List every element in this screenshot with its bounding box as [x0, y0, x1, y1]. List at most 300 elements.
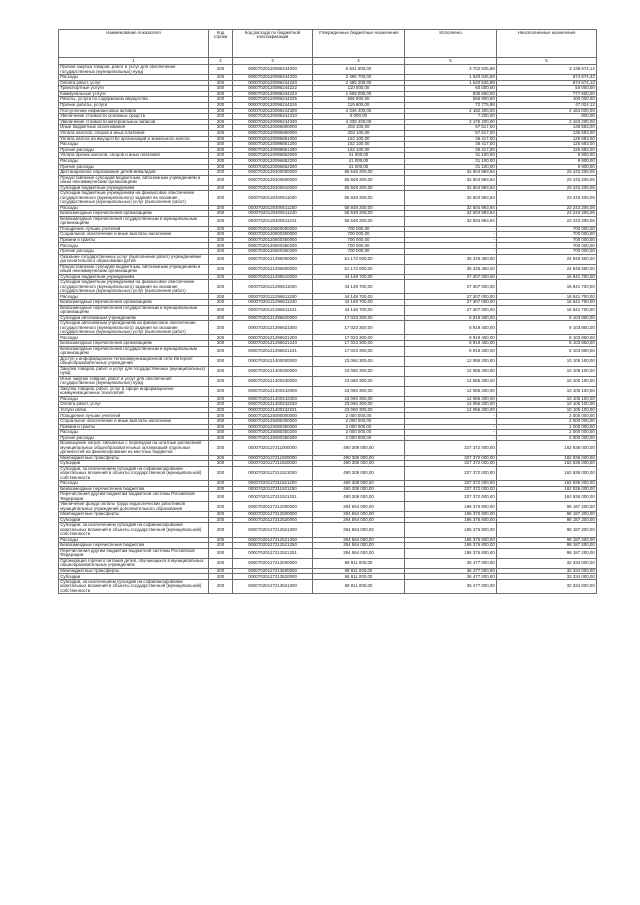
row-approved: 68 811 000,00: [313, 574, 405, 580]
row-executed: 31 100,00: [405, 164, 497, 170]
table-row: [59, 558, 597, 568]
row-approved: 162 100,00: [313, 147, 405, 153]
row-approved: 490 308 000,00: [313, 492, 405, 502]
row-name: Расходы: [59, 158, 209, 164]
row-approved: 23 060 300,00: [313, 407, 405, 413]
row-code: 200: [209, 142, 233, 148]
row-name: Безвозмездные перечисления государственным и муниципальным организациям: [59, 305, 209, 315]
row-remaining: 10 105 100,00: [497, 402, 597, 408]
row-name: Дистанционное образование детей-инвалидов: [59, 170, 209, 176]
row-executed: -: [405, 419, 497, 425]
row-remaining: 98 187 200,00: [497, 512, 597, 518]
row-remaining: 24 945 550,00: [497, 254, 597, 264]
row-approved: 490 308 000,00: [313, 466, 405, 480]
row-executed: 36 417,00: [405, 136, 497, 142]
row-remaining: 125 683,00: [497, 136, 597, 142]
row-approved: 162 100,00: [313, 142, 405, 148]
row-code: 200: [209, 300, 233, 306]
row-approved: 700 000,00: [313, 249, 405, 255]
row-remaining: 8 103 850,00: [497, 335, 597, 341]
row-name: Безвозмездные перечисления организациям: [59, 341, 209, 347]
row-approved: 162 100,00: [313, 136, 405, 142]
row-approved: 2 495 200,00: [313, 80, 405, 86]
row-approved: 44 148 700,00: [313, 280, 405, 294]
row-remaining: 98 187 200,00: [497, 502, 597, 512]
row-approved: 490 308 000,00: [313, 455, 405, 461]
row-code: 200: [209, 119, 233, 125]
row-code: 200: [209, 396, 233, 402]
row-approved: 490 308 000,00: [313, 461, 405, 467]
row-kbk: 00007020120096852200: [233, 158, 313, 164]
row-kbk: 00007020127211000000: [233, 441, 313, 455]
budget-execution-table: [58, 29, 597, 594]
table-row: [59, 502, 597, 512]
row-code: 200: [209, 91, 233, 97]
row-remaining: 98 187 200,00: [497, 517, 597, 523]
row-kbk: 00007020120400611240: [233, 211, 313, 217]
row-code: 200: [209, 376, 233, 386]
row-executed: 7 200,00: [405, 114, 497, 120]
row-remaining: 50 000,00: [497, 86, 597, 92]
row-code: 200: [209, 280, 233, 294]
row-approved: 294 564 000,00: [313, 512, 405, 518]
row-approved: 17 023 300,00: [313, 341, 405, 347]
row-executed: 196 376 800,00: [405, 537, 497, 543]
row-name: Увеличение стоимости основных средств: [59, 114, 209, 120]
row-approved: 23 060 300,00: [313, 386, 405, 396]
row-approved: 41 000,00: [313, 164, 405, 170]
row-kbk: 00007020127212521000: [233, 523, 313, 537]
row-approved: 17 023 300,00: [313, 346, 405, 356]
row-approved: 23 060 300,00: [313, 396, 405, 402]
row-remaining: 2 000 000,00: [497, 430, 597, 436]
row-executed: 327 372 000,00: [405, 461, 497, 467]
row-code: 200: [209, 130, 233, 136]
row-kbk: 00007020121296621200: [233, 335, 313, 341]
row-kbk: 00007020120400000000: [233, 170, 313, 176]
row-kbk: 00007020120096244000: [233, 65, 313, 75]
row-name: Премии и гранты: [59, 424, 209, 430]
row-remaining: 800,00: [497, 114, 597, 120]
row-code: 200: [209, 441, 233, 455]
row-executed: 196 376 800,00: [405, 523, 497, 537]
row-code: 200: [209, 321, 233, 335]
row-remaining: 32 334 000,00: [497, 568, 597, 574]
column-number: 6: [497, 58, 597, 65]
row-executed: 196 376 800,00: [405, 543, 497, 549]
row-kbk: 00007020120096244340: [233, 119, 313, 125]
row-name: Расходы: [59, 481, 209, 487]
row-executed: 60 000,00: [405, 86, 497, 92]
row-kbk: 00007020125080000000: [233, 413, 313, 419]
row-remaining: 9 900,00: [497, 153, 597, 159]
row-name: Субсидии, за исключением субсидий на софинансирование капитальных вложений в объекты государственной (муниципальной) собственности: [59, 523, 209, 537]
row-executed: 196 376 800,00: [405, 512, 497, 518]
row-kbk: 00007020121296611240: [233, 300, 313, 306]
row-name: Субсидии автономным учреждениям: [59, 315, 209, 321]
row-remaining: 162 936 000,00: [497, 492, 597, 502]
row-remaining: 162 936 000,00: [497, 441, 597, 455]
row-name: Оплата работ, услуг: [59, 402, 209, 408]
row-remaining: 125 683,00: [497, 142, 597, 148]
row-remaining: 135 583,00: [497, 130, 597, 136]
row-executed: 67 517,00: [405, 125, 497, 131]
row-name: Расходы: [59, 243, 209, 249]
row-kbk: 00007020127211521251: [233, 492, 313, 502]
row-kbk: 00007020121296621240: [233, 341, 313, 347]
table-row: [59, 254, 597, 264]
row-kbk: 00007020120600350000: [233, 237, 313, 243]
row-executed: 327 372 000,00: [405, 441, 497, 455]
row-remaining: 16 841 700,00: [497, 274, 597, 280]
row-kbk: 00007020120096852000: [233, 153, 313, 159]
row-code: 200: [209, 294, 233, 300]
row-code: 200: [209, 108, 233, 114]
row-kbk: 00007020120096244310: [233, 114, 313, 120]
row-remaining: 2 000 000,00: [497, 424, 597, 430]
row-code: 200: [209, 517, 233, 523]
row-executed: 12 955 200,00: [405, 396, 497, 402]
row-approved: 44 148 700,00: [313, 294, 405, 300]
row-name: Социальное обеспечение и иные выплаты населению: [59, 232, 209, 238]
row-remaining: 10 105 100,00: [497, 396, 597, 402]
row-name: Возмещение затрат, связанных с переводом на штатные расписания муниципальных общеобразовательных организаций отдельных должностей на финансирование из местных бюджетов: [59, 441, 209, 455]
row-name: Безвозмездные перечисления бюджетам: [59, 486, 209, 492]
row-executed: -: [405, 430, 497, 436]
table-row: [59, 175, 597, 185]
row-remaining: 23 243 206,06: [497, 191, 597, 205]
row-executed: -: [405, 232, 497, 238]
row-remaining: 16 841 700,00: [497, 300, 597, 306]
row-approved: 294 564 000,00: [313, 537, 405, 543]
row-code: 200: [209, 205, 233, 211]
table-row: [59, 280, 597, 294]
row-executed: 12 955 200,00: [405, 402, 497, 408]
row-kbk: 00007020121400200000: [233, 366, 313, 376]
row-approved: 55 848 200,00: [313, 205, 405, 211]
header-executed: Исполнено: [405, 30, 497, 58]
row-kbk: 00007020121400242000: [233, 386, 313, 396]
row-remaining: 23 243 206,06: [497, 175, 597, 185]
row-executed: 327 372 000,00: [405, 466, 497, 480]
row-code: 200: [209, 356, 233, 366]
row-code: 200: [209, 512, 233, 518]
row-approved: 490 308 000,00: [313, 481, 405, 487]
row-remaining: 2 163 200,00: [497, 119, 597, 125]
row-name: Социальное обеспечение и иные выплаты населению: [59, 419, 209, 425]
row-kbk: 00007020120096244300: [233, 108, 313, 114]
row-remaining: 24 945 550,00: [497, 264, 597, 274]
row-kbk: 00007020121296611241: [233, 305, 313, 315]
row-code: 200: [209, 237, 233, 243]
row-executed: 32 604 993,94: [405, 211, 497, 217]
row-kbk: 00007020127213521000: [233, 580, 313, 594]
row-approved: 68 811 000,00: [313, 558, 405, 568]
row-remaining: 162 936 000,00: [497, 486, 597, 492]
row-name: Безвозмездные перечисления организациям: [59, 300, 209, 306]
row-kbk: 00007020121296610000: [233, 274, 313, 280]
row-approved: 4 346 400,00: [313, 108, 405, 114]
row-approved: 490 308 000,00: [313, 486, 405, 492]
row-code: 200: [209, 249, 233, 255]
row-executed: 12 955 200,00: [405, 376, 497, 386]
row-code: 200: [209, 97, 233, 103]
row-remaining: 8 103 850,00: [497, 321, 597, 335]
row-executed: 1 620 525,88: [405, 80, 497, 86]
row-remaining: 700 000,00: [497, 243, 597, 249]
row-executed: 12 955 200,00: [405, 386, 497, 396]
row-name: Оказание государственных услуг (выполнение работ) учреждениями дополнительного образования детей: [59, 254, 209, 264]
row-name: Увеличение стоимости материальных запасов: [59, 119, 209, 125]
row-executed: 32 604 993,94: [405, 191, 497, 205]
row-approved: 490 308 000,00: [313, 441, 405, 455]
row-name: Премии и гранты: [59, 237, 209, 243]
row-remaining: 8 103 850,00: [497, 315, 597, 321]
row-name: Поощрение лучших учителей: [59, 226, 209, 232]
row-approved: 23 060 300,00: [313, 402, 405, 408]
row-remaining: 98 187 200,00: [497, 548, 597, 558]
row-executed: 327 372 000,00: [405, 481, 497, 487]
row-approved: 119 800,00: [313, 102, 405, 108]
row-kbk: 00007020120400610000: [233, 185, 313, 191]
row-remaining: 10 105 100,00: [497, 407, 597, 413]
row-code: 200: [209, 211, 233, 217]
row-kbk: 00007020121296620000: [233, 315, 313, 321]
row-name: Поощрение лучших учителей: [59, 413, 209, 419]
row-code: 200: [209, 274, 233, 280]
row-kbk: 00007020120096244225: [233, 97, 313, 103]
row-code: 200: [209, 558, 233, 568]
row-kbk: 00007020127211520000: [233, 461, 313, 467]
row-name: Иные бюджетные ассигнования: [59, 125, 209, 131]
row-remaining: 98 187 200,00: [497, 523, 597, 537]
header-code: Код строки: [209, 30, 233, 58]
row-kbk: 00007020120400611200: [233, 205, 313, 211]
row-remaining: 10 105 100,00: [497, 376, 597, 386]
row-executed: 327 372 000,00: [405, 486, 497, 492]
row-code: 200: [209, 216, 233, 226]
row-name: Прочие расходы: [59, 164, 209, 170]
row-executed: -: [405, 243, 497, 249]
row-name: Организация горячего питания детей, обучающихся в муниципальных общеобразовательных учреждениях: [59, 558, 209, 568]
row-kbk: 00007020121296000000: [233, 254, 313, 264]
row-name: Субсидии, за исключением субсидий на софинансирование капитальных вложений в объекты государственной (муниципальной) собственности: [59, 580, 209, 594]
column-number: 4: [313, 58, 405, 65]
row-name: Транспортные услуги: [59, 86, 209, 92]
row-kbk: 00007020120096244222: [233, 86, 313, 92]
row-approved: 55 848 200,00: [313, 191, 405, 205]
row-code: 200: [209, 580, 233, 594]
row-kbk: 00007020120600350200: [233, 243, 313, 249]
row-approved: 17 023 300,00: [313, 315, 405, 321]
row-code: 200: [209, 114, 233, 120]
row-code: 200: [209, 430, 233, 436]
row-kbk: 00007020120400600000: [233, 175, 313, 185]
row-approved: 55 548 200,00: [313, 170, 405, 176]
row-kbk: 00007020120096244220: [233, 80, 313, 86]
row-name: Оплата работ, услуг: [59, 80, 209, 86]
row-kbk: 00007020121296611000: [233, 280, 313, 294]
row-approved: 55 848 200,00: [313, 185, 405, 191]
row-approved: 2 000 000,00: [313, 419, 405, 425]
row-code: 200: [209, 386, 233, 396]
row-code: 200: [209, 492, 233, 502]
row-remaining: 125 683,00: [497, 147, 597, 153]
column-number-row: [59, 58, 597, 65]
row-name: Субсидии автономным учреждениям на финансовое обеспечение государственного (муниципального) задания на оказание государственных (муниципальных) услуг (выполнение работ): [59, 321, 209, 335]
row-approved: 294 564 000,00: [313, 548, 405, 558]
row-approved: 61 172 000,00: [313, 254, 405, 264]
row-executed: 31 100,00: [405, 158, 497, 164]
row-executed: 27 307 000,00: [405, 294, 497, 300]
row-code: 200: [209, 568, 233, 574]
row-executed: -: [405, 249, 497, 255]
row-kbk: 00007020121296621241: [233, 346, 313, 356]
row-executed: 36 226 450,00: [405, 264, 497, 274]
row-name: Уплата налога на имущество организаций и земельного налога: [59, 136, 209, 142]
row-approved: 700 000,00: [313, 243, 405, 249]
row-kbk: 00007020127212521251: [233, 548, 313, 558]
row-code: 200: [209, 481, 233, 487]
row-code: 200: [209, 170, 233, 176]
row-executed: 2 182 400,00: [405, 108, 497, 114]
header-kbk: Код расхода по бюджетной классификации: [233, 30, 313, 58]
row-name: Прочие расходы: [59, 435, 209, 441]
row-kbk: 00007020127212520000: [233, 517, 313, 523]
row-kbk: 00007020127212000000: [233, 502, 313, 512]
row-name: Субсидии бюджетным учреждениям: [59, 274, 209, 280]
row-executed: -: [405, 435, 497, 441]
table-row: [59, 216, 597, 226]
row-remaining: 100 000,00: [497, 97, 597, 103]
row-name: Закупка товаров, работ, услуг в сфере информационно-коммуникационных технологий: [59, 386, 209, 396]
table-row: [59, 466, 597, 480]
row-code: 200: [209, 435, 233, 441]
row-approved: 68 811 000,00: [313, 568, 405, 574]
row-kbk: 00007020127212521250: [233, 543, 313, 549]
row-executed: 830 650,00: [405, 91, 497, 97]
header-remaining: Неисполненные назначения: [497, 30, 597, 58]
row-executed: 2 175 200,00: [405, 119, 497, 125]
row-approved: 203 100,00: [313, 125, 405, 131]
row-approved: 700 000,00: [313, 237, 405, 243]
row-kbk: 00007020120400611000: [233, 191, 313, 205]
column-number: 5: [405, 58, 497, 65]
row-remaining: 777 650,00: [497, 91, 597, 97]
row-remaining: 16 841 700,00: [497, 305, 597, 315]
row-name: Поступление нефинансовых активов: [59, 108, 209, 114]
row-approved: 2 000 000,00: [313, 413, 405, 419]
row-code: 200: [209, 232, 233, 238]
row-name: Межбюджетные трансферты: [59, 455, 209, 461]
row-code: 200: [209, 254, 233, 264]
row-executed: 12 955 200,00: [405, 356, 497, 366]
row-code: 200: [209, 461, 233, 467]
row-approved: 17 023 300,00: [313, 321, 405, 335]
row-code: 200: [209, 86, 233, 92]
row-code: 200: [209, 226, 233, 232]
row-code: 200: [209, 486, 233, 492]
row-name: Иные закупки товаров, работ и услуг для обеспечения государственных (муниципальных) нужд: [59, 376, 209, 386]
row-name: Расходы: [59, 430, 209, 436]
row-approved: 44 148 700,00: [313, 305, 405, 315]
row-approved: 203 100,00: [313, 130, 405, 136]
row-kbk: 00007020120600000000: [233, 226, 313, 232]
row-kbk: 00007020120096851000: [233, 136, 313, 142]
row-code: 200: [209, 315, 233, 321]
row-remaining: 874 674,12: [497, 80, 597, 86]
row-executed: 72 775,88: [405, 102, 497, 108]
row-name: Коммунальные услуги: [59, 91, 209, 97]
row-executed: 27 307 000,00: [405, 300, 497, 306]
row-remaining: 23 243 206,06: [497, 205, 597, 211]
row-kbk: 00007020121400242220: [233, 402, 313, 408]
row-remaining: 2 164 000,00: [497, 108, 597, 114]
row-code: 200: [209, 191, 233, 205]
row-remaining: 700 000,00: [497, 232, 597, 238]
row-remaining: 16 841 700,00: [497, 294, 597, 300]
row-name: Субсидии бюджетным учреждениям на финансовое обеспечение государственного (муниципального) задания на оказание государственных (муниципальных) услуг (выполнение работ): [59, 280, 209, 294]
row-remaining: 9 900,00: [497, 158, 597, 164]
table-row: [59, 191, 597, 205]
row-remaining: 162 936 000,00: [497, 481, 597, 487]
row-kbk: 00007020127211500000: [233, 455, 313, 461]
row-remaining: 700 000,00: [497, 226, 597, 232]
row-kbk: 00007020121296600000: [233, 264, 313, 274]
row-code: 200: [209, 147, 233, 153]
row-name: Прочие работы, услуги: [59, 102, 209, 108]
row-name: Расходы: [59, 205, 209, 211]
row-remaining: 23 243 206,06: [497, 211, 597, 217]
row-remaining: 23 243 206,06: [497, 185, 597, 191]
row-executed: 12 955 200,00: [405, 407, 497, 413]
row-name: Субсидии, за исключением субсидий на софинансирование капитальных вложений в объекты государственной (муниципальной) собственности: [59, 466, 209, 480]
row-remaining: 98 187 200,00: [497, 543, 597, 549]
table-row: [59, 65, 597, 75]
row-approved: 596 800,00: [313, 97, 405, 103]
row-executed: 196 376 800,00: [405, 517, 497, 523]
row-name: Предоставление субсидий бюджетным, автономным учреждениям и иным некоммерческим организациям: [59, 264, 209, 274]
row-name: Доступ к информационно-телекоммуникационной сети Интернет общеобразовательных учреждений: [59, 356, 209, 366]
row-kbk: 00007020127213500000: [233, 568, 313, 574]
row-remaining: 874 674,42: [497, 75, 597, 81]
row-name: Безвозмездные перечисления организациям: [59, 211, 209, 217]
table-row: [59, 376, 597, 386]
row-executed: 31 100,00: [405, 153, 497, 159]
row-remaining: 9 900,00: [497, 164, 597, 170]
table-header-row: [59, 30, 597, 58]
row-code: 200: [209, 158, 233, 164]
row-remaining: 32 334 000,00: [497, 574, 597, 580]
row-kbk: 00007020120600350290: [233, 249, 313, 255]
row-executed: 8 919 450,00: [405, 341, 497, 347]
row-kbk: 00007020127213520000: [233, 574, 313, 580]
row-name: Субсидии: [59, 574, 209, 580]
row-approved: 2 000 000,00: [313, 430, 405, 436]
row-approved: 2 000 000,00: [313, 435, 405, 441]
row-executed: 8 919 450,00: [405, 315, 497, 321]
row-kbk: 00007020120096244200: [233, 75, 313, 81]
row-code: 200: [209, 548, 233, 558]
row-name: Расходы: [59, 75, 209, 81]
table-row: [59, 305, 597, 315]
row-code: 200: [209, 502, 233, 512]
row-code: 200: [209, 125, 233, 131]
row-code: 200: [209, 424, 233, 430]
row-name: Субсидии: [59, 517, 209, 523]
row-kbk: 00007020127213000000: [233, 558, 313, 568]
row-executed: -: [405, 424, 497, 430]
